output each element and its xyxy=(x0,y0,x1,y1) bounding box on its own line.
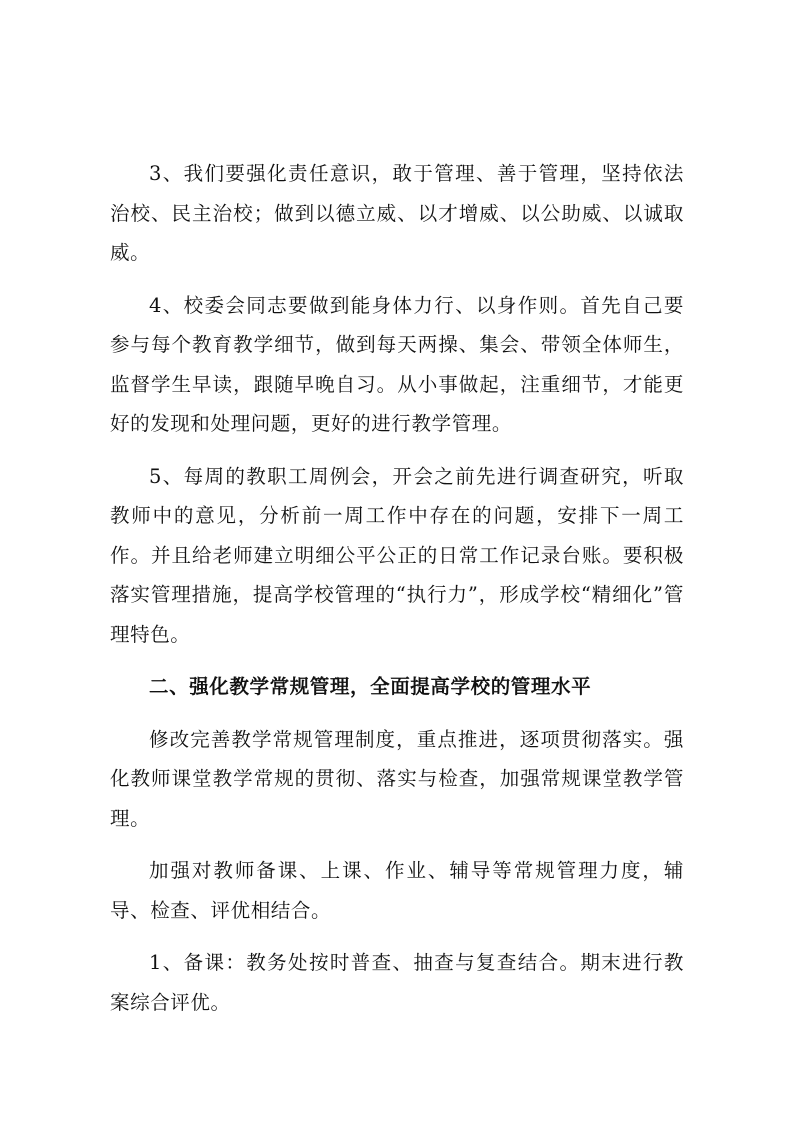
paragraph-strengthen-management: 加强对教师备课、上课、作业、辅导等常规管理力度，辅导、检查、评优相结合。 xyxy=(110,859,684,922)
paragraph-item-5: 5、每周的教职工周例会，开会之前先进行调查研究，听取教师中的意见，分析前一周工作中存在的问题，安排下一周工作。并且给老师建立明细公平公正的日常工作记录台账。要积极落实管理措施，提高学校管理的“执行力”，形成学校“精细化”管理特色。 xyxy=(110,464,684,646)
paragraph-revise-system: 修改完善教学常规管理制度，重点推进，逐项贯彻落实。强化教师课堂教学常规的贯彻、落实与检查，加强常规课堂教学管理。 xyxy=(110,727,684,830)
paragraph-item-3: 3、我们要强化责任意识，敢于管理、善于管理，坚持依法治校、民主治校；做到以德立威、以才增威、以公助威、以诚取威。 xyxy=(110,162,684,264)
section-heading-2: 二、强化教学常规管理，全面提高学校的管理水平 xyxy=(149,675,592,698)
paragraph-item-4: 4、校委会同志要做到能身体力行、以身作则。首先自己要参与每个教育教学细节，做到每天两操、集会、带领全体师生，监督学生早读，跟随早晚自习。从小事做起，注重细节，才能更好的发现和处理问题，更好的进行教学管理。 xyxy=(110,293,684,435)
paragraph-lesson-prep: 1、备课：教务处按时普查、抽查与复查结合。期末进行教案综合评优。 xyxy=(110,951,684,1014)
document-body xyxy=(110,154,684,1035)
